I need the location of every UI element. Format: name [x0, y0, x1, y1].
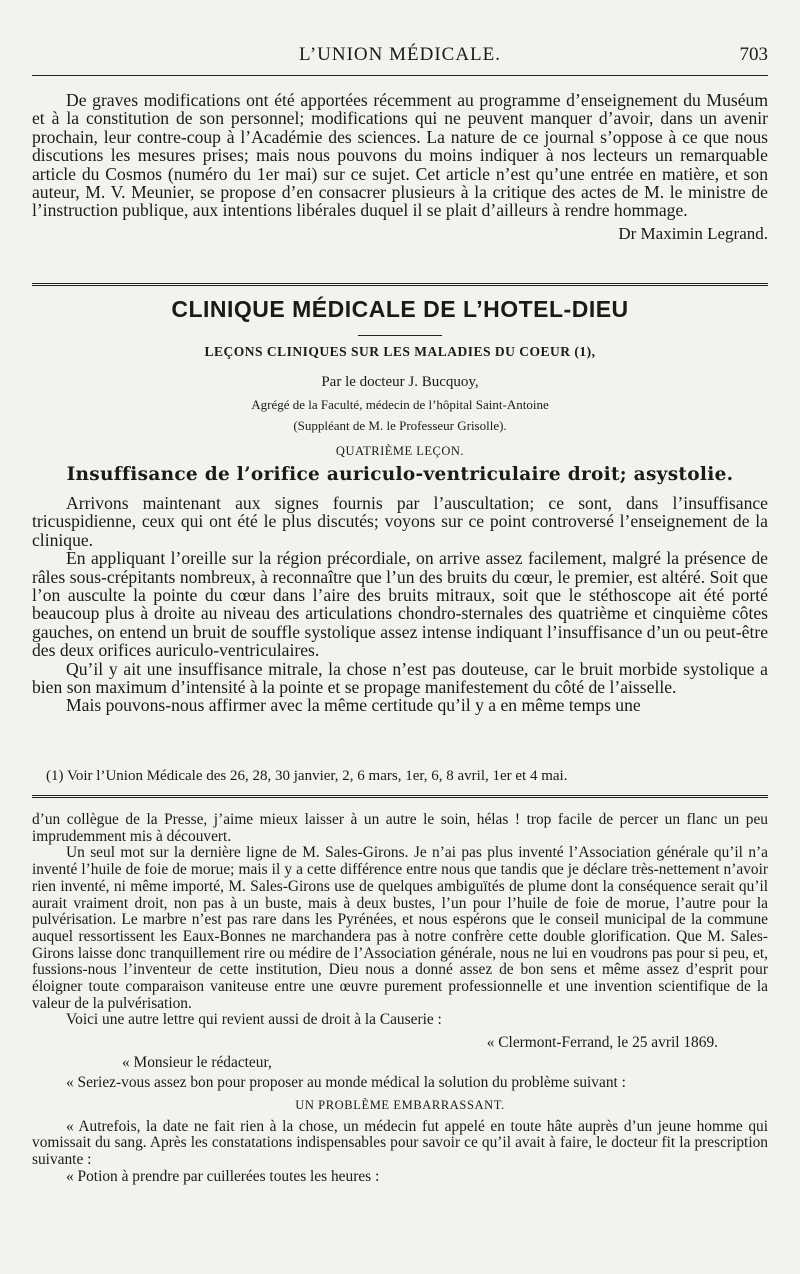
- letter-dateline: « Clermont-Ferrand, le 25 avril 1869.: [486, 1034, 718, 1052]
- section-rule: [32, 283, 768, 286]
- article-paragraph-1: Arrivons maintenant aux signes fournis par l’auscultation; ce sont, dans l’insuffisance tricuspidienne, ceux qui ont été le plus discutés; voyons sur ce point controversé l’enseignement de la clinique.: [32, 493, 768, 550]
- article-series: LEÇONS CLINIQUES SUR LES MALADIES DU COEUR (1),: [204, 344, 596, 359]
- feuilleton-paragraph-2: Un seul mot sur la dernière ligne de M. Sales-Girons. Je n’ai pas plus inventé l’Association générale qu’il n’a inventé l’huile de foie de morue; mais il y a cette différence entre nous que tandis que je déclare très-nettement n’avoir rien inventé, ni même importé, M. Sales-Girons use de quelques ambiguïtés de plume dont la conséquence serait qu’il aurait vraiment droit, non pas à un buste, mais à deux bustes, l’un pour l’huile de foie de morue, l’autre pour la pulvérisation. Le marbre n’est pas rare dans les Pyrénées, et nous espérons que le conseil municipal de la commune auquel ressortissent les Eaux-Bonnes ne marchandera pas à notre confrère cette double glorification. Que M. Sales-Girons laisse donc tranquillement rire ou médire de l’Association générale, nous ne lui en voudrons pas pour si peu, et, fussions-nous l’inventeur de cette institution, Dieu nous a donné assez de bon sens et même assez d’esprit pour éloigner toute comparaison vaniteuse entre une œuvre purement professionnelle et une invention scientifique de la valeur de la pulvérisation.: [32, 844, 768, 1012]
- letter-story: « Autrefois, la date ne fait rien à la chose, un médecin fut appelé en toute hâte auprès d’un jeune homme qui vomissait du sang. Après les constatations indispensables pour savoir ce qu’il avait à faire, le docteur fit la prescription suivante :: [32, 1117, 768, 1168]
- feuilleton-paragraph-1: d’un collègue de la Presse, j’aime mieux laisser à un autre le soin, hélas ! trop facile de percer un flanc un peu imprudemment mis à découvert.: [32, 811, 768, 845]
- article-substitute: (Suppléant de M. le Professeur Grisolle).: [293, 418, 507, 433]
- article-affiliation: Agrégé de la Faculté, médecin de l’hôpital Saint-Antoine: [251, 397, 549, 412]
- problem-title: UN PROBLÈME EMBARRASSANT.: [295, 1097, 505, 1112]
- letter-salutation: « Monsieur le rédacteur,: [122, 1054, 272, 1072]
- page-number: 703: [739, 44, 768, 65]
- intro-signature: Dr Maximin Legrand.: [618, 223, 768, 243]
- letter-potion: « Potion à prendre par cuillerées toutes les heures :: [66, 1167, 380, 1185]
- intro-paragraph: De graves modifications ont été apportées récemment au programme d’enseignement du Muséum et à la constitution de son personnel; modifications qui ne peuvent manquer d’avoir, dans un avenir prochain, leur contre-coup à l’Académie des sciences. La nature de ce journal s’oppose à ce que nous discutions les mesures prises; mais nous pouvons du moins indiquer à nos lecteurs un remarquable article du Cosmos (numéro du 1er mai) sur ce sujet. Cet article n’est qu’une entrée en matière, et son auteur, M. V. Meunier, se propose d’en consacrer plusieurs à la critique des actes de M. le ministre de l’instruction publique, aux intentions libérales duquel il se plait d’ailleurs à rendre hommage.: [32, 90, 768, 221]
- article-paragraph-4: Mais pouvons-nous affirmer avec la même certitude qu’il y a en même temps une: [66, 695, 641, 716]
- article-title: CLINIQUE MÉDICALE DE L’HOTEL-DIEU: [171, 296, 629, 322]
- feuilleton-section: [32, 812, 768, 1185]
- lesson-subject: Insuffisance de l’orifice auriculo-ventriculaire droit; asystolie.: [66, 464, 734, 485]
- article-paragraph-3: Qu’il y ait une insuffisance mitrale, la chose n’est pas douteuse, car le bruit morbide systolique a bien son maximum d’intensité à la pointe et se propage manifestement du côté de l’aisselle.: [32, 658, 768, 698]
- article-paragraph-2: En appliquant l’oreille sur la région précordiale, on arrive assez facilement, malgré la présence de râles sous-crépitants nombreux, à reconnaître que l’un des bruits du cœur, le premier, est altéré. Soit que l’on ausculte la pointe du cœur dans l’aire des bruits mitraux, soit que le stéthoscope ait été porté beaucoup plus à droite au niveau des articulations chondro-sternales des quatrième et cinquième côtes gauches, on entend un bruit de souffle systolique assez intense indiquant l’insuffisance d’un ou peut-être des deux orifices auriculo-ventriculaires.: [32, 548, 768, 661]
- article-author: Par le docteur J. Bucquoy,: [321, 374, 479, 390]
- footnote: (1) Voir l’Union Médicale des 26, 28, 30 janvier, 2, 6 mars, 1er, 6, 8 avril, 1er et 4 mai.: [46, 768, 568, 784]
- header-rule: [32, 75, 768, 76]
- feuilleton-paragraph-3: Voici une autre lettre qui revient aussi de droit à la Causerie :: [66, 1011, 442, 1029]
- feuilleton-rule: [32, 795, 768, 798]
- journal-title: L’UNION MÉDICALE.: [298, 44, 502, 65]
- title-rule: [358, 335, 442, 336]
- letter-question: « Seriez-vous assez bon pour proposer au monde médical la solution du problème suivant :: [66, 1073, 626, 1091]
- intro-section: [32, 91, 768, 244]
- article-body: [32, 494, 768, 715]
- lesson-number: QUATRIÈME LEÇON.: [335, 444, 465, 458]
